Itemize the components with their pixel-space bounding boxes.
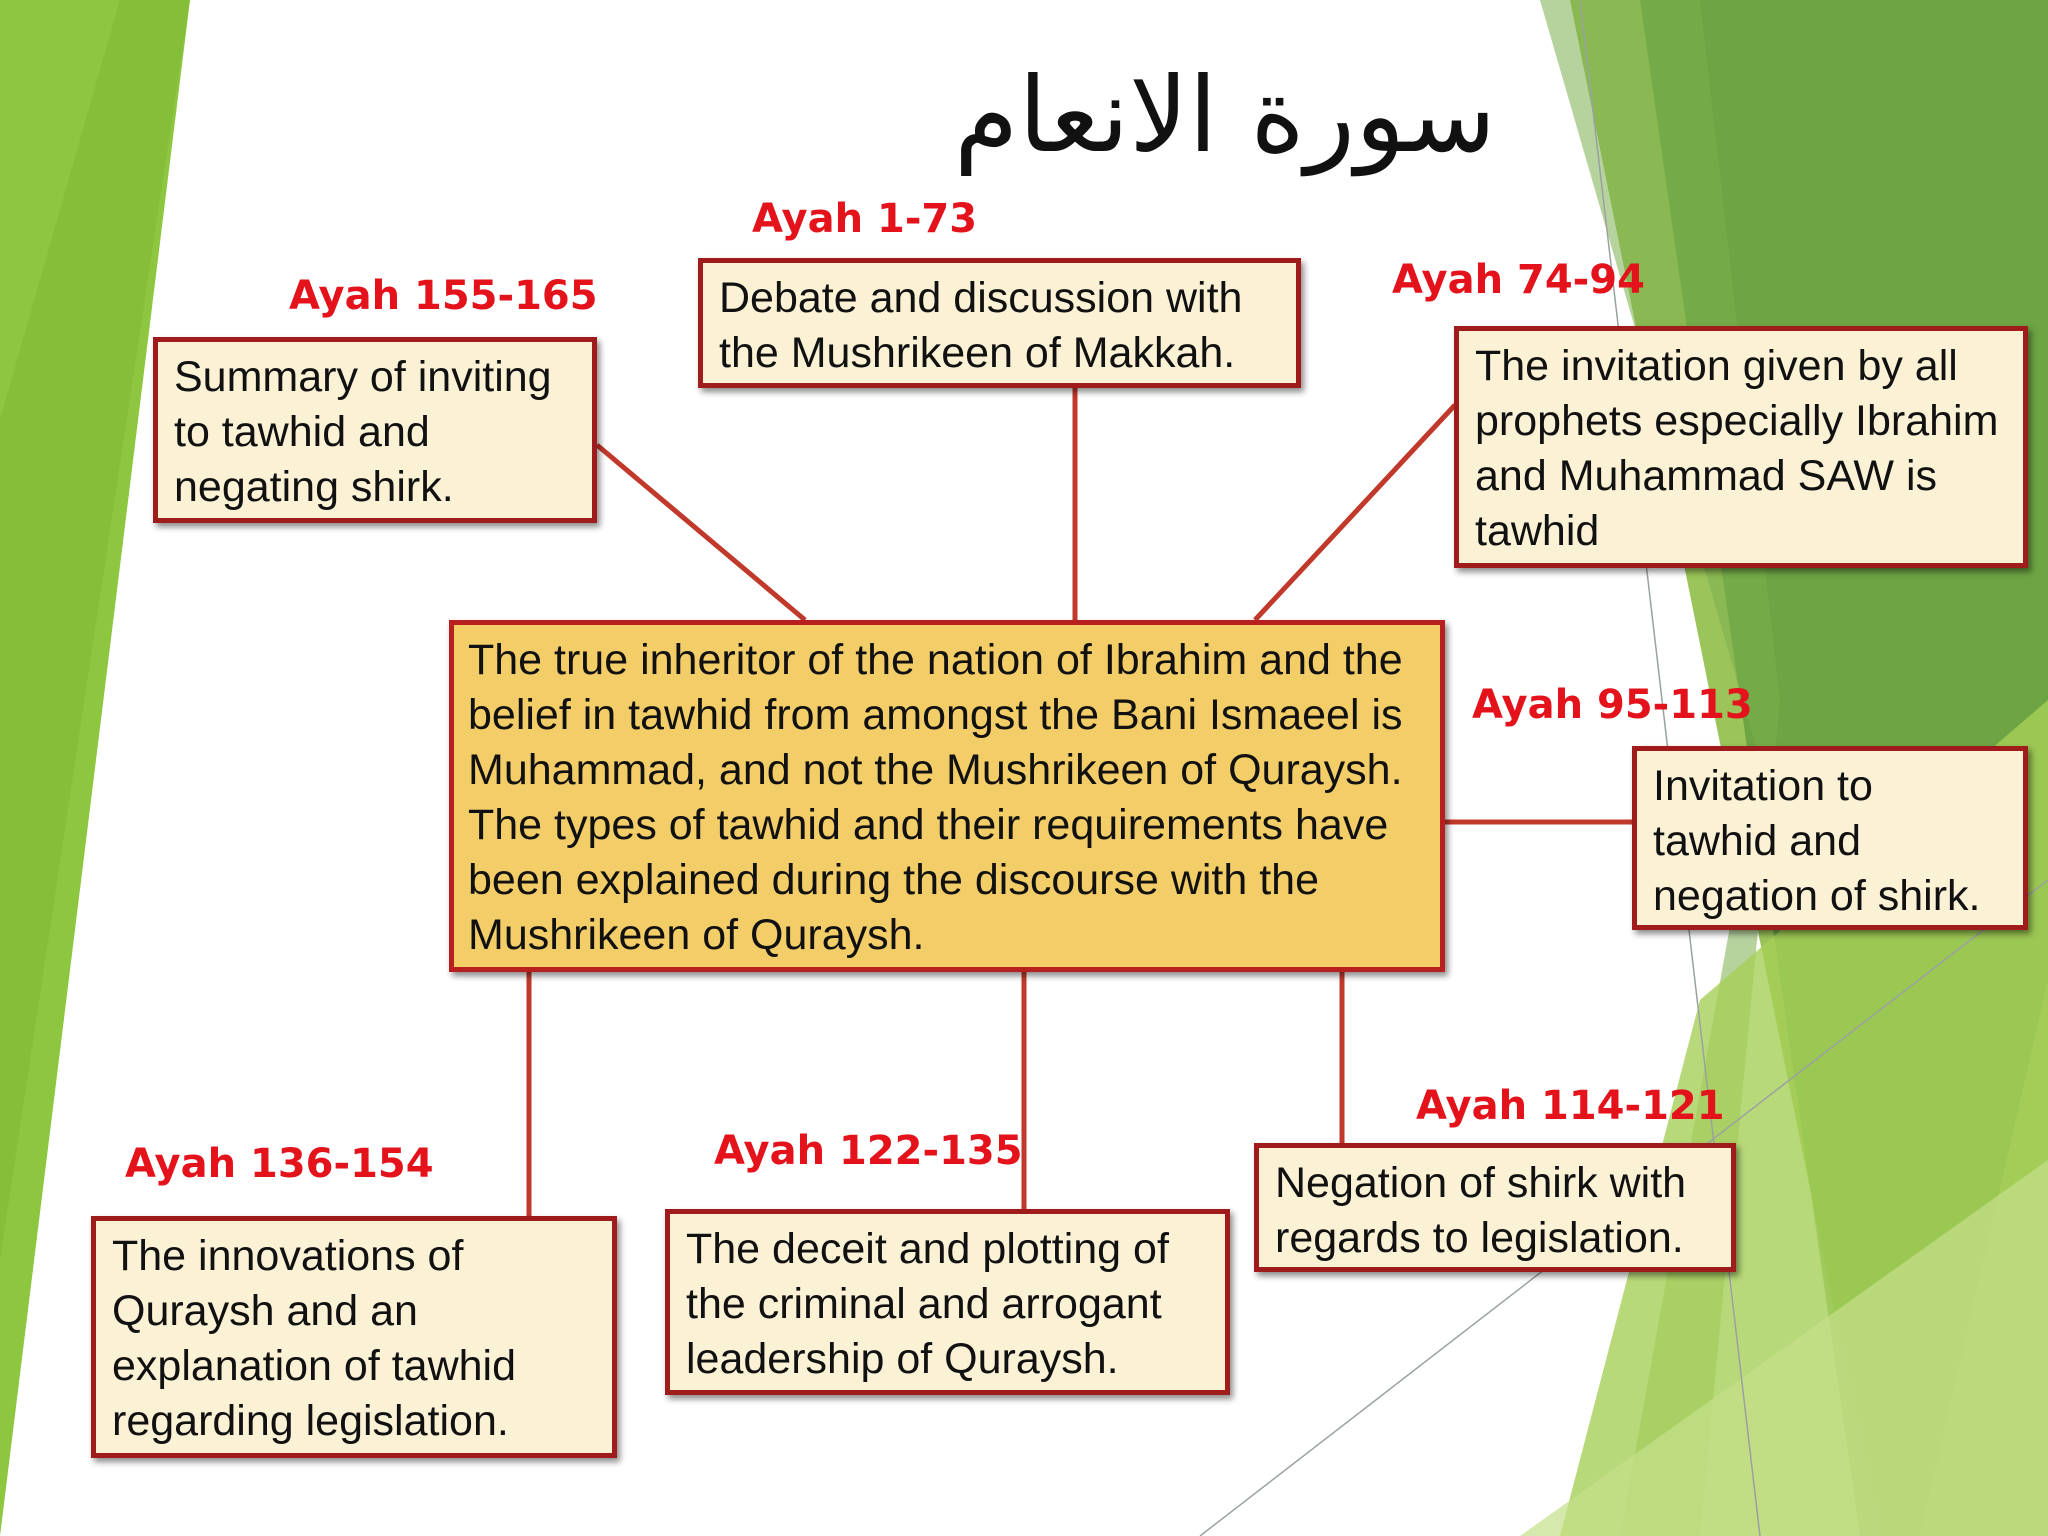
ayah-label-1-73: Ayah 1-73: [752, 196, 978, 242]
node-box-122-135: [665, 1209, 1230, 1395]
page-title: سورة الانعام: [953, 54, 1497, 176]
ayah-label-136-154: Ayah 136-154: [125, 1141, 434, 1187]
connector-top-right: [1255, 405, 1455, 620]
node-text-95-113: Invitation to tawhid and negation of shirk.: [1653, 762, 1981, 920]
node-text-122-135: The deceit and plotting of the criminal and arrogant leadership of Quraysh.: [686, 1225, 1169, 1383]
node-box-155-165: [153, 337, 597, 523]
node-text-1-73: Debate and discussion with the Mushrikeen of Makkah.: [719, 274, 1243, 377]
node-text-74-94: The invitation given by all prophets especially Ibrahim and Muhammad SAW is tawhid: [1475, 342, 1999, 555]
node-box-95-113: [1632, 746, 2028, 930]
connector-top-left: [597, 445, 805, 620]
node-text-155-165: Summary of inviting to tawhid and negating shirk.: [174, 353, 552, 511]
ayah-label-95-113: Ayah 95-113: [1472, 682, 1753, 728]
node-box-74-94: [1454, 326, 2028, 568]
ayah-label-122-135: Ayah 122-135: [714, 1128, 1023, 1174]
ayah-label-155-165: Ayah 155-165: [289, 273, 598, 319]
node-box-114-121: [1254, 1143, 1736, 1272]
ayah-label-74-94: Ayah 74-94: [1392, 257, 1645, 303]
center-box: [449, 620, 1445, 972]
node-box-1-73: [698, 258, 1301, 388]
node-text-114-121: Negation of shirk with regards to legislation.: [1275, 1159, 1687, 1262]
ayah-label-114-121: Ayah 114-121: [1416, 1083, 1725, 1129]
center-text: The true inheritor of the nation of Ibrahim and the belief in tawhid from amongst the Bani Ismaeel is Muhammad, and not the Mushrikeen of Quraysh. The types of tawhid and their requirements have been explained during the discourse with the Mushrikeen of Quraysh.: [468, 636, 1403, 959]
node-text-136-154: The innovations of Quraysh and an explanation of tawhid regarding legislation.: [112, 1232, 517, 1445]
node-box-136-154: [91, 1216, 617, 1458]
